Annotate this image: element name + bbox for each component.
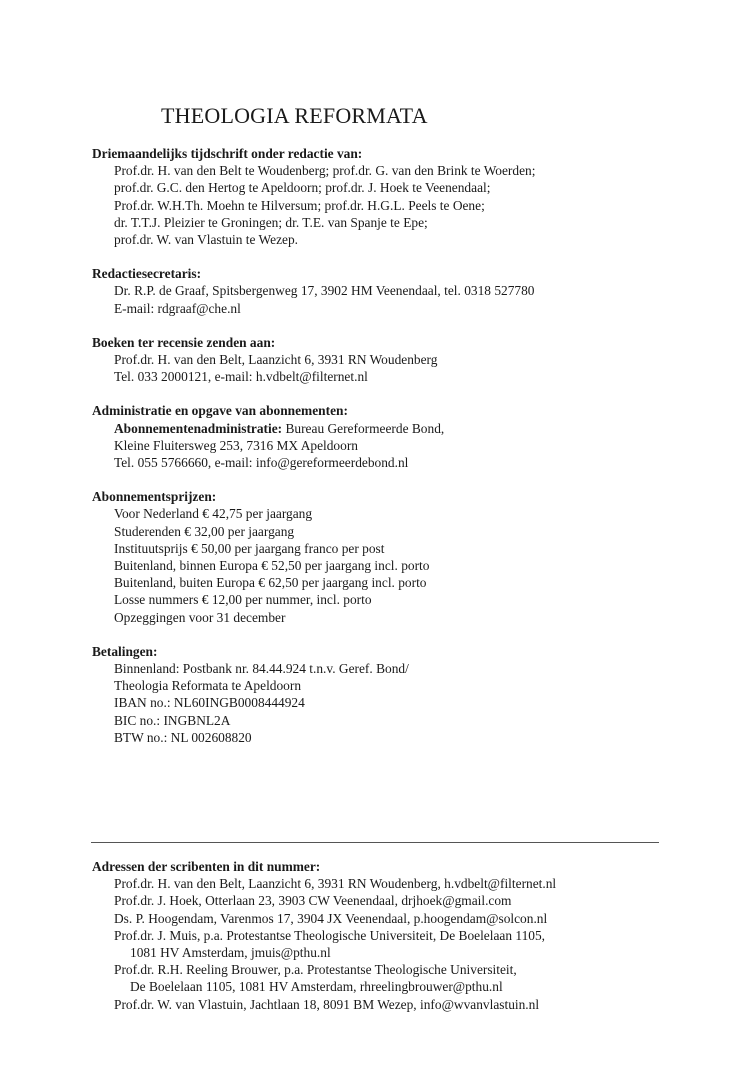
section-prices <box>92 488 712 626</box>
text-line: E-mail: rdgraaf@che.nl <box>114 300 241 316</box>
section-editors <box>92 145 712 248</box>
text-line: Instituutsprijs € 50,00 per jaargang franco per post <box>114 540 385 556</box>
subscription-admin-value: Bureau Gereformeerde Bond, <box>282 420 445 436</box>
text-line: IBAN no.: NL60INGB0008444924 <box>114 695 305 711</box>
text-line: Prof.dr. H. van den Belt te Woudenberg; prof.dr. G. van den Brink te Woerden; <box>114 163 536 179</box>
text-line: Tel. 055 5766660, e-mail: info@gereformeerdebond.nl <box>114 455 409 471</box>
address-line: Prof.dr. J. Muis, p.a. Protestantse Theologische Universiteit, De Boelelaan 1105, <box>114 927 546 943</box>
section-administration <box>92 402 712 471</box>
address-line: Ds. P. Hoogendam, Varenmos 17, 3904 JX Veenendaal, p.hoogendam@solcon.nl <box>114 910 548 926</box>
section-addresses <box>92 858 712 1013</box>
text-line: Binnenland: Postbank nr. 84.44.924 t.n.v. Geref. Bond/ <box>114 661 409 677</box>
text-line: Buitenland, binnen Europa € 52,50 per jaargang incl. porto <box>114 558 430 574</box>
page-title: THEOLOGIA REFORMATA <box>161 103 428 128</box>
section-heading: Betalingen: <box>92 643 158 659</box>
text-line: Tel. 033 2000121, e-mail: h.vdbelt@filternet.nl <box>114 369 368 385</box>
text-line: Losse nummers € 12,00 per nummer, incl. porto <box>114 592 372 608</box>
colophon <box>92 145 712 763</box>
text-line: Prof.dr. W.H.Th. Moehn te Hilversum; prof.dr. H.G.L. Peels te Oene; <box>114 197 485 213</box>
section-review-books <box>92 334 712 386</box>
text-line: Prof.dr. H. van den Belt, Laanzicht 6, 3931 RN Woudenberg <box>114 352 438 368</box>
address-line: De Boelelaan 1105, 1081 HV Amsterdam, rhreelingbrouwer@pthu.nl <box>130 979 503 995</box>
text-line: Theologia Reformata te Apeldoorn <box>114 678 302 694</box>
section-payments <box>92 643 712 746</box>
section-heading: Boeken ter recensie zenden aan: <box>92 334 276 350</box>
section-secretary <box>92 265 712 317</box>
section-heading: Administratie en opgave van abonnementen: <box>92 403 348 419</box>
section-heading: Driemaandelijks tijdschrift onder redactie van: <box>92 146 363 161</box>
address-line: Prof.dr. J. Hoek, Otterlaan 23, 3903 CW Veenendaal, drjhoek@gmail.com <box>114 893 512 909</box>
text-line: Voor Nederland € 42,75 per jaargang <box>114 506 313 522</box>
text-line: Studerenden € 32,00 per jaargang <box>114 523 295 539</box>
text-line: prof.dr. G.C. den Hertog te Apeldoorn; prof.dr. J. Hoek te Veenendaal; <box>114 180 491 196</box>
address-line: Prof.dr. H. van den Belt, Laanzicht 6, 3931 RN Woudenberg, h.vdbelt@filternet.nl <box>114 876 557 892</box>
text-line: BTW no.: NL 002608820 <box>114 729 252 745</box>
section-heading: Adressen der scribenten in dit nummer: <box>92 859 321 874</box>
divider <box>91 842 659 843</box>
text-line: Kleine Fluitersweg 253, 7316 MX Apeldoorn <box>114 437 358 453</box>
subscription-admin-label: Abonnementenadministratie: <box>114 420 283 436</box>
address-line: Prof.dr. R.H. Reeling Brouwer, p.a. Protestantse Theologische Universiteit, <box>114 962 517 978</box>
text-line: BIC no.: INGBNL2A <box>114 712 231 728</box>
subscription-admin-line <box>92 420 712 437</box>
text-line: prof.dr. W. van Vlastuin te Wezep. <box>114 232 299 248</box>
address-line: Prof.dr. W. van Vlastuin, Jachtlaan 18, 8091 BM Wezep, info@wvanvlastuin.nl <box>114 996 540 1012</box>
text-line: Buitenland, buiten Europa € 62,50 per jaargang incl. porto <box>114 575 427 591</box>
section-heading: Abonnementsprijzen: <box>92 489 217 505</box>
text-line: dr. T.T.J. Pleizier te Groningen; dr. T.E. van Spanje te Epe; <box>114 214 428 230</box>
text-line: Opzeggingen voor 31 december <box>114 609 286 625</box>
text-line: Dr. R.P. de Graaf, Spitsbergenweg 17, 3902 HM Veenendaal, tel. 0318 527780 <box>114 283 535 299</box>
section-heading: Redactiesecretaris: <box>92 266 202 282</box>
address-line: 1081 HV Amsterdam, jmuis@pthu.nl <box>130 945 331 961</box>
